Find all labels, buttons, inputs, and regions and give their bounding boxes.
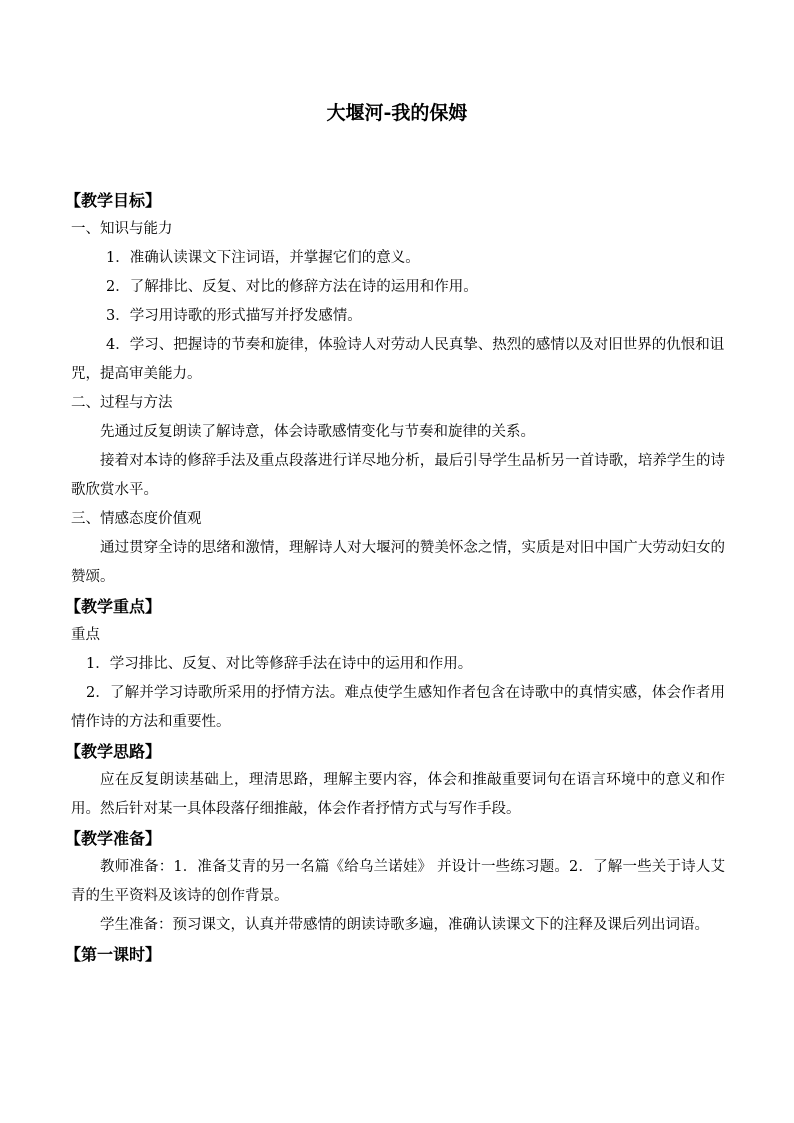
document-body <box>65 186 725 969</box>
keypoints-label: 重点 <box>71 627 100 643</box>
subheading-process: 二、过程与方法 <box>71 395 173 411</box>
process-paragraph-1: 先通过反复朗读了解诗意，体会诗歌感情变化与节奏和旋律的关系。 <box>100 424 535 440</box>
section-heading-preparation: 【教学准备】 <box>65 829 162 848</box>
section-heading-lesson: 【第一课时】 <box>65 945 162 964</box>
objective-item-4: 4．学习、把握诗的节奏和旋律，体验诗人对劳动人民真挚、热烈的感情以及对旧世界的仇恨和诅咒，提高审美能力。 <box>71 337 725 382</box>
approach-paragraph: 应在反复朗读基础上，理清思路，理解主要内容，体会和推敲重要词句在语言环境中的意义和作用。然后针对某一具体段落仔细推敲，体会作者抒情方式与写作手段。 <box>71 772 725 817</box>
page-title: 大堰河-我的保姆 <box>326 102 468 124</box>
objective-item-3: 3．学习用诗歌的形式描写并抒发感情。 <box>106 308 362 324</box>
keypoint-item-2: 2．了解并学习诗歌所采用的抒情方法。难点使学生感知作者包含在诗歌中的真情实感，体会作者用情作诗的方法和重要性。 <box>71 685 725 730</box>
section-heading-objectives: 【教学目标】 <box>65 191 162 210</box>
keypoint-item-1: 1．学习排比、反复、对比等修辞手法在诗中的运用和作用。 <box>86 656 473 672</box>
emotion-paragraph-1: 通过贯穿全诗的思绪和激情，理解诗人对大堰河的赞美怀念之情，实质是对旧中国广大劳动妇女的赞颂。 <box>71 540 725 585</box>
preparation-student: 学生准备：预习课文，认真并带感情的朗读诗歌多遍，准确认读课文下的注释及课后列出词语。 <box>100 917 709 933</box>
section-heading-keypoints: 【教学重点】 <box>65 597 162 616</box>
subheading-knowledge: 一、知识与能力 <box>71 221 173 237</box>
subheading-emotion: 三、情感态度价值观 <box>71 511 202 527</box>
process-paragraph-2: 接着对本诗的修辞手法及重点段落进行详尽地分析，最后引导学生品析另一首诗歌，培养学生的诗歌欣赏水平。 <box>71 453 725 498</box>
preparation-teacher: 教师准备：1．准备艾青的另一名篇《给乌兰诺娃》 并设计一些练习题。2．了解一些关于诗人艾青的生平资料及该诗的创作背景。 <box>71 859 725 904</box>
objective-item-2: 2．了解排比、反复、对比的修辞方法在诗的运用和作用。 <box>106 279 478 295</box>
section-heading-approach: 【教学思路】 <box>65 742 162 761</box>
objective-item-1: 1．准确认读课文下注词语，并掌握它们的意义。 <box>106 250 420 266</box>
